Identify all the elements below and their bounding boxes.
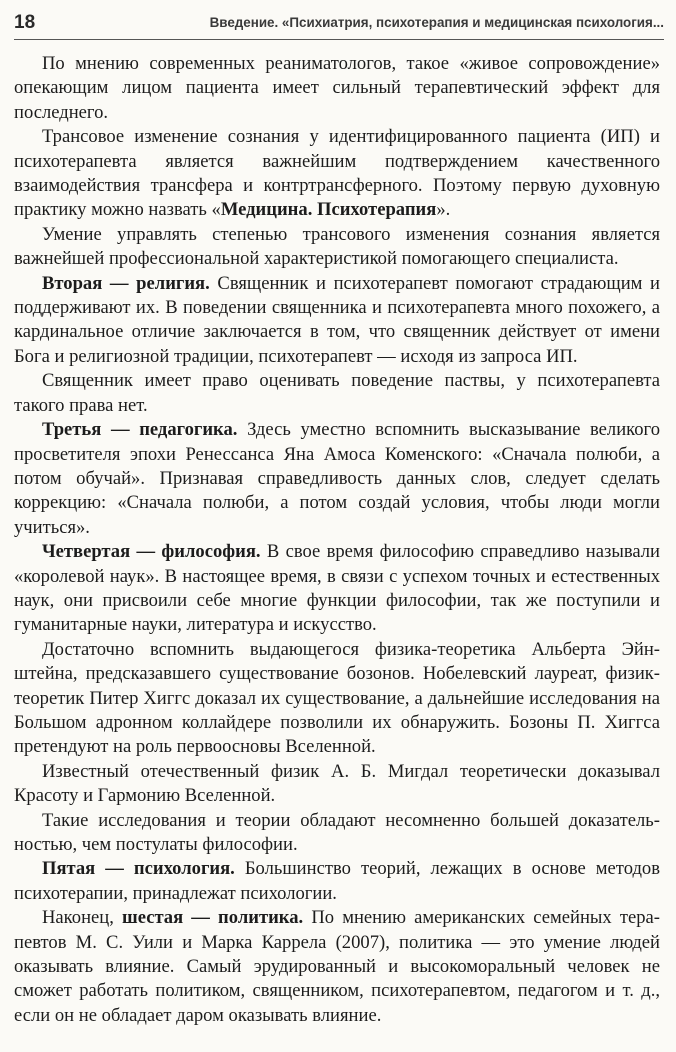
text-run: ».	[436, 199, 451, 221]
bold-run: Пятая — психология.	[42, 858, 235, 880]
text-run: Священник и психотерапевт помогают страдающим и поддерживают их. В поведении священника и психотерапевта много похожего, а кардинальное отличие заключается в том, что священник действует от имени Бога и религиозной традиции, психотерапевт — исходя из запроса ИП.	[14, 272, 661, 367]
paragraph	[14, 638, 660, 760]
text-run: Трансовое изменение сознания у идентифицированного пациента (ИП) и психотерапевта является важнейшим подтверждением качественного взаимодействия трансфера и контртрансферного. Поэтому первую духовную практику можно назвать «	[14, 126, 660, 221]
text-run: По мнению американских семейных терапевтов М. С. Уили и Марка Каррела (2007), политика — это умение людей оказывать влияние. Самый эрудированный и высокоморальный человек не сможет работать политиком, священником, психотерапевтом, педагогом и т. д., если он не обладает даром оказывать влияние.	[14, 907, 660, 1026]
header-rule	[14, 39, 664, 40]
paragraph	[14, 272, 660, 370]
running-head: Введение. «Психиатрия, психотерапия и медицинская психология...	[209, 15, 664, 30]
paragraph	[14, 125, 660, 223]
page-number: 18	[14, 12, 36, 33]
body-text	[14, 52, 660, 1028]
text-run: Большинство теорий, лежащих в основе методов психотерапии, принадлежат психологии.	[14, 858, 660, 904]
text-run: Священник имеет право оценивать поведение паствы, у психотерапевта такого права нет.	[14, 370, 660, 416]
text-run: Достаточно вспомнить выдающегося физика-теоретика Альберта Эйнштейна, предсказавшего существование бозонов. Нобелевский лауреат, физик-теоретик Питер Хиггс доказал их существование, а дальнейшие исследования на Большом адронном коллайдере позволили их обнаружить. Бозоны П. Хиггса претендуют на роль первоосновы Вселенной.	[14, 638, 660, 758]
text-run: Такие исследования и теории обладают несомненно большей доказательностью, чем постулаты философии.	[14, 809, 660, 855]
text-run: Умение управлять степенью трансового изменения сознания является важнейшей профессиональной характеристикой помогающего специалиста.	[14, 223, 660, 270]
bold-run: Четвертая — философия.	[42, 541, 261, 563]
bold-run: Третья — педагогика.	[42, 419, 238, 441]
paragraph	[14, 809, 660, 858]
text-run: Известный отечественный физик А. Б. Мигдал теоретически доказывал Красоту и Гармонию Вселенной.	[14, 760, 660, 807]
paragraph	[14, 223, 660, 272]
paragraph	[14, 52, 660, 125]
paragraph	[14, 857, 660, 906]
paragraph	[14, 418, 660, 540]
bold-run: шестая — политика.	[122, 907, 304, 929]
text-run: Наконец,	[42, 907, 123, 929]
page-header	[14, 10, 664, 38]
text-run: Здесь уместно вспомнить высказывание великого просветителя эпохи Ренессанса Яна Амоса Коменского: «Сначала полюби, а потом обучай». Признавая справедливость данных слов, следует сделать коррекцию: «Сначала полюби, а потом создай условия, чтобы люди могли учиться».	[14, 419, 660, 538]
text-run: В свое время философию справедливо называли «королевой наук». В настоящее время, в связи с успехом точных и естественных наук, они присвоили себе многие функции философии, так же поступили и гуманитарные науки, литература и искусство.	[14, 541, 660, 636]
paragraph	[14, 760, 660, 809]
text-run: По мнению современных реаниматологов, такое «живое сопровождение» опекающим лицом пациента имеет сильный терапевтический эффект для последнего.	[14, 53, 660, 123]
paragraph	[14, 540, 660, 638]
bold-run: Вторая — религия.	[42, 272, 210, 294]
paragraph	[14, 906, 660, 1028]
bold-run: Медицина. Психотерапия	[220, 199, 437, 221]
paragraph	[14, 369, 660, 418]
